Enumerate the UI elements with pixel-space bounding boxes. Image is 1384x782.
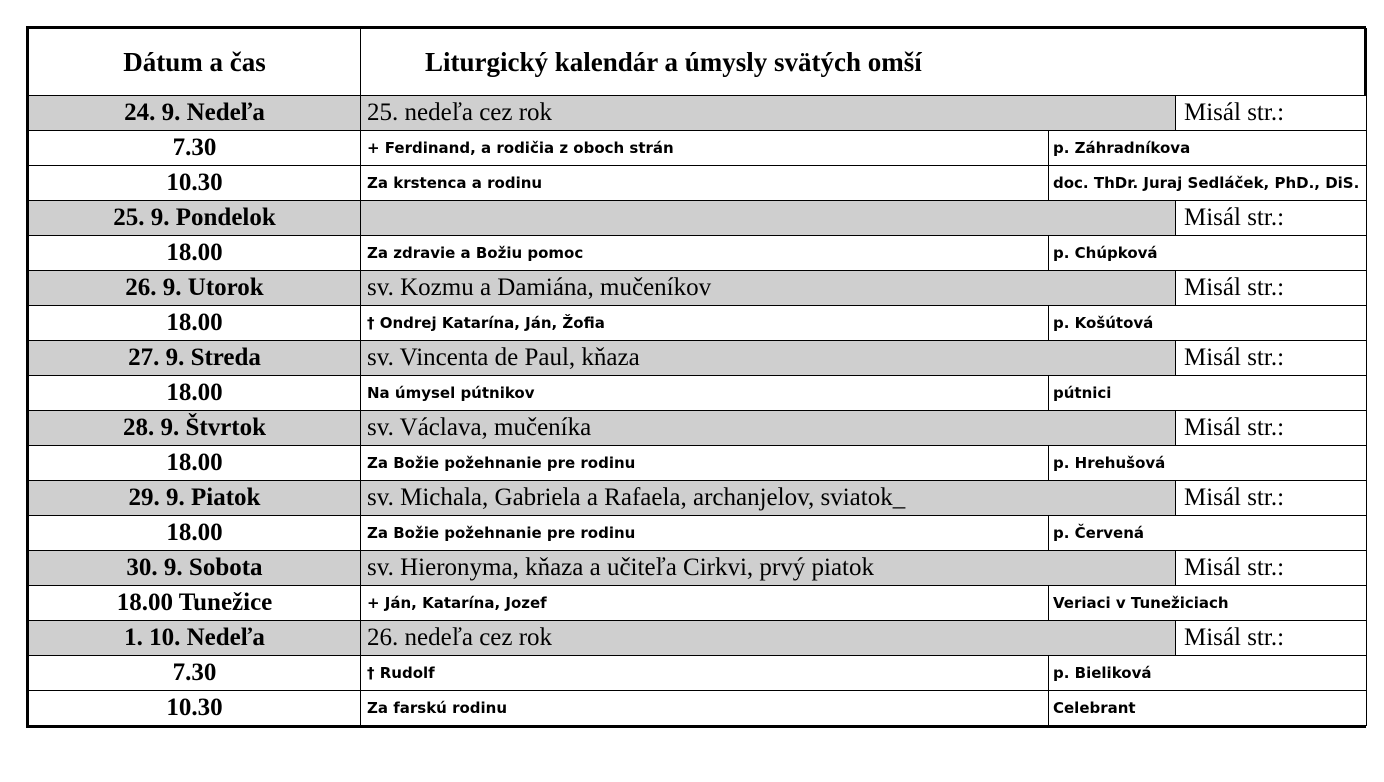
mass-intention: † Ondrej Katarína, Ján, Žofia: [361, 306, 1049, 341]
mass-time: 18.00: [29, 236, 361, 271]
liturgical-celebration: 25. nedeľa cez rok: [361, 96, 1176, 131]
liturgical-celebration: sv. Václava, mučeníka: [361, 411, 1176, 446]
mass-row: [29, 656, 1367, 691]
date-column-header: Dátum a čas: [29, 29, 361, 96]
mass-requester: p. Hrehušová: [1049, 446, 1367, 481]
mass-intention: + Ferdinand, a rodičia z oboch strán: [361, 131, 1049, 166]
missal-page: Misál str.:: [1176, 271, 1367, 306]
mass-time: 18.00: [29, 446, 361, 481]
liturgical-celebration: sv. Kozmu a Damiána, mučeníkov: [361, 271, 1176, 306]
mass-intention: Na úmysel pútnikov: [361, 376, 1049, 411]
missal-page: Misál str.:: [1176, 621, 1367, 656]
day-date: 26. 9. Utorok: [29, 271, 361, 306]
mass-time: 18.00: [29, 376, 361, 411]
day-date: 28. 9. Štvrtok: [29, 411, 361, 446]
mass-row: [29, 691, 1367, 726]
day-date: 29. 9. Piatok: [29, 481, 361, 516]
liturgical-celebration: 26. nedeľa cez rok: [361, 621, 1176, 656]
mass-time: 10.30: [29, 166, 361, 201]
mass-intention: † Rudolf: [361, 656, 1049, 691]
mass-intention: Za Božie požehnanie pre rodinu: [361, 446, 1049, 481]
mass-requester: p. Červená: [1049, 516, 1367, 551]
calendar-body: [29, 29, 1367, 726]
mass-row: [29, 376, 1367, 411]
day-row: [29, 341, 1367, 376]
day-row: [29, 271, 1367, 306]
day-row: [29, 621, 1367, 656]
mass-time: 18.00: [29, 516, 361, 551]
day-row: [29, 96, 1367, 131]
mass-requester: doc. ThDr. Juraj Sedláček, PhD., DiS.: [1049, 166, 1367, 201]
mass-requester: pútnici: [1049, 376, 1367, 411]
mass-time: 18.00: [29, 306, 361, 341]
mass-requester: p. Košútová: [1049, 306, 1367, 341]
mass-time: 10.30: [29, 691, 361, 726]
liturgical-calendar-table: [26, 26, 1366, 728]
day-row: [29, 201, 1367, 236]
missal-page: Misál str.:: [1176, 96, 1367, 131]
day-date: 27. 9. Streda: [29, 341, 361, 376]
missal-page: Misál str.:: [1176, 341, 1367, 376]
liturgical-celebration: sv. Hieronyma, kňaza a učiteľa Cirkvi, prvý piatok: [361, 551, 1176, 586]
mass-row: [29, 446, 1367, 481]
liturgical-celebration: sv. Michala, Gabriela a Rafaela, archanjelov, sviatok_: [361, 481, 1176, 516]
mass-intention: Za Božie požehnanie pre rodinu: [361, 516, 1049, 551]
mass-row: [29, 166, 1367, 201]
day-row: [29, 551, 1367, 586]
mass-row: [29, 516, 1367, 551]
mass-row: [29, 131, 1367, 166]
mass-intention: Za zdravie a Božiu pomoc: [361, 236, 1049, 271]
missal-page: Misál str.:: [1176, 411, 1367, 446]
mass-row: [29, 236, 1367, 271]
day-date: 1. 10. Nedeľa: [29, 621, 361, 656]
calendar-title: Liturgický kalendár a úmysly svätých omší: [361, 29, 1367, 96]
mass-requester: Veriaci v Tunežiciach: [1049, 586, 1367, 621]
mass-requester: p. Bieliková: [1049, 656, 1367, 691]
mass-row: [29, 586, 1367, 621]
mass-requester: Celebrant: [1049, 691, 1367, 726]
day-row: [29, 481, 1367, 516]
mass-requester: p. Záhradníkova: [1049, 131, 1367, 166]
mass-intention: Za farskú rodinu: [361, 691, 1049, 726]
mass-time: 7.30: [29, 656, 361, 691]
liturgical-celebration: sv. Vincenta de Paul, kňaza: [361, 341, 1176, 376]
mass-time: 7.30: [29, 131, 361, 166]
liturgical-celebration: [361, 201, 1176, 236]
header-row: [29, 29, 1367, 96]
missal-page: Misál str.:: [1176, 481, 1367, 516]
day-date: 30. 9. Sobota: [29, 551, 361, 586]
mass-intention: Za krstenca a rodinu: [361, 166, 1049, 201]
day-date: 25. 9. Pondelok: [29, 201, 361, 236]
day-date: 24. 9. Nedeľa: [29, 96, 361, 131]
day-row: [29, 411, 1367, 446]
missal-page: Misál str.:: [1176, 201, 1367, 236]
mass-intention: + Ján, Katarína, Jozef: [361, 586, 1049, 621]
missal-page: Misál str.:: [1176, 551, 1367, 586]
mass-time: 18.00 Tunežice: [29, 586, 361, 621]
mass-requester: p. Chúpková: [1049, 236, 1367, 271]
mass-row: [29, 306, 1367, 341]
